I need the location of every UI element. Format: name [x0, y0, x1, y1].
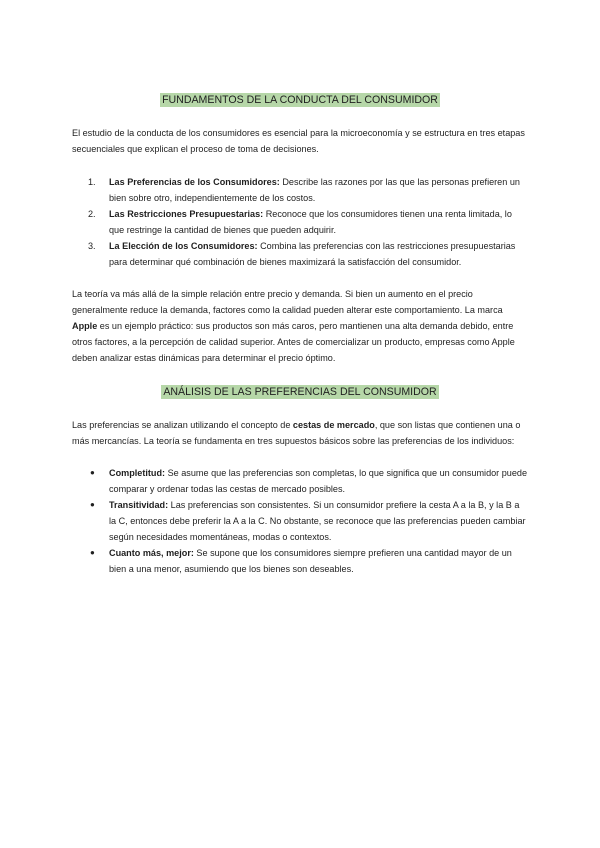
- list-item: [72, 497, 528, 545]
- text-run: es un ejemplo práctico: sus productos son más caros, pero mantienen una alta demanda debido, entre otros factores, a la percepción de calidad superior. Antes de comercializar un producto, empresas como Apple deben analizar estas dinámicas para determinar el precio óptimo.: [72, 321, 515, 363]
- list-term: Las Preferencias de los Consumidores:: [109, 177, 280, 187]
- intro-paragraph: El estudio de la conducta de los consumidores es esencial para la microeconomía y se estructura en tres etapas secuenciales que explican el proceso de toma de decisiones.: [72, 128, 525, 154]
- list-term: La Elección de los Consumidores:: [109, 241, 258, 251]
- list-desc: Se asume que las preferencias son completas, lo que significa que un consumidor puede comparar y ordenar todas las cestas de mercado posibles.: [109, 468, 528, 494]
- list-item: [72, 238, 528, 270]
- list-item: [72, 174, 528, 206]
- list-term: Transitividad:: [109, 500, 169, 510]
- list-desc: Reconoce que los consumidores tienen una renta limitada, lo que restringe la cantidad de bienes que pueden adquirir.: [109, 209, 512, 235]
- list-term: Las Restricciones Presupuestarias:: [109, 209, 264, 219]
- assumptions-list: [72, 465, 528, 577]
- list-term: Completitud:: [109, 468, 166, 478]
- list-term: Cuanto más, mejor:: [109, 548, 194, 558]
- bullet-icon: ●: [90, 500, 95, 509]
- list-item-text: [109, 497, 528, 545]
- highlighted-title: ANÁLISIS DE LAS PREFERENCIAS DEL CONSUMIDOR: [163, 386, 437, 398]
- text-run: , que son listas que contienen una o más mercancías. La teoría se fundamenta en tres supuestos básicos sobre las preferencias de los individuos:: [72, 420, 521, 446]
- list-item-text: [109, 465, 528, 497]
- bullet-icon: ●: [90, 548, 95, 557]
- list-item-text: [109, 206, 528, 238]
- list-number: 2.: [88, 209, 96, 219]
- theory-paragraph: [72, 286, 528, 366]
- list-item-text: [109, 174, 528, 206]
- list-desc: Describe las razones por las que las personas prefieren un bien sobre otro, independientemente de los costos.: [109, 177, 520, 203]
- text-run: La teoría va más allá de la simple relación entre precio y demanda. Si bien un aumento en el precio generalmente reduce la demanda, factores como la calidad pueden alterar este comportamiento. La marca: [72, 289, 503, 315]
- list-item-text: [109, 545, 528, 577]
- list-item: [72, 465, 528, 497]
- section-title-analisis: [72, 384, 528, 400]
- list-desc: Combina las preferencias con las restricciones presupuestarias para determinar qué combinación de bienes maximizará la satisfacción del consumidor.: [109, 241, 516, 267]
- list-item: [72, 545, 528, 577]
- highlighted-title: FUNDAMENTOS DE LA CONDUCTA DEL CONSUMIDOR: [162, 94, 438, 106]
- list-number: 1.: [88, 177, 96, 187]
- list-item-text: [109, 238, 528, 270]
- text-run: Las preferencias se analizan utilizando el concepto de: [72, 420, 293, 430]
- list-desc: Las preferencias son consistentes. Si un consumidor prefiere la cesta A a la B, y la B a la C, entonces debe preferir la A a la C. No obstante, se reconoce que las preferencias pueden cambiar según necesidades momentáneas, modas o contextos.: [109, 500, 526, 542]
- stages-list: [72, 174, 528, 270]
- preferences-intro-paragraph: [72, 417, 528, 449]
- bullet-icon: ●: [90, 468, 95, 477]
- list-desc: Se supone que los consumidores siempre prefieren una cantidad mayor de un bien a una menor, asumiendo que los bienes son deseables.: [109, 548, 512, 574]
- list-item: [72, 206, 528, 238]
- bold-cestas: cestas de mercado: [292, 420, 375, 430]
- bold-apple: Apple: [72, 321, 98, 331]
- list-number: 3.: [88, 241, 96, 251]
- section-title-fundamentos: [72, 92, 528, 108]
